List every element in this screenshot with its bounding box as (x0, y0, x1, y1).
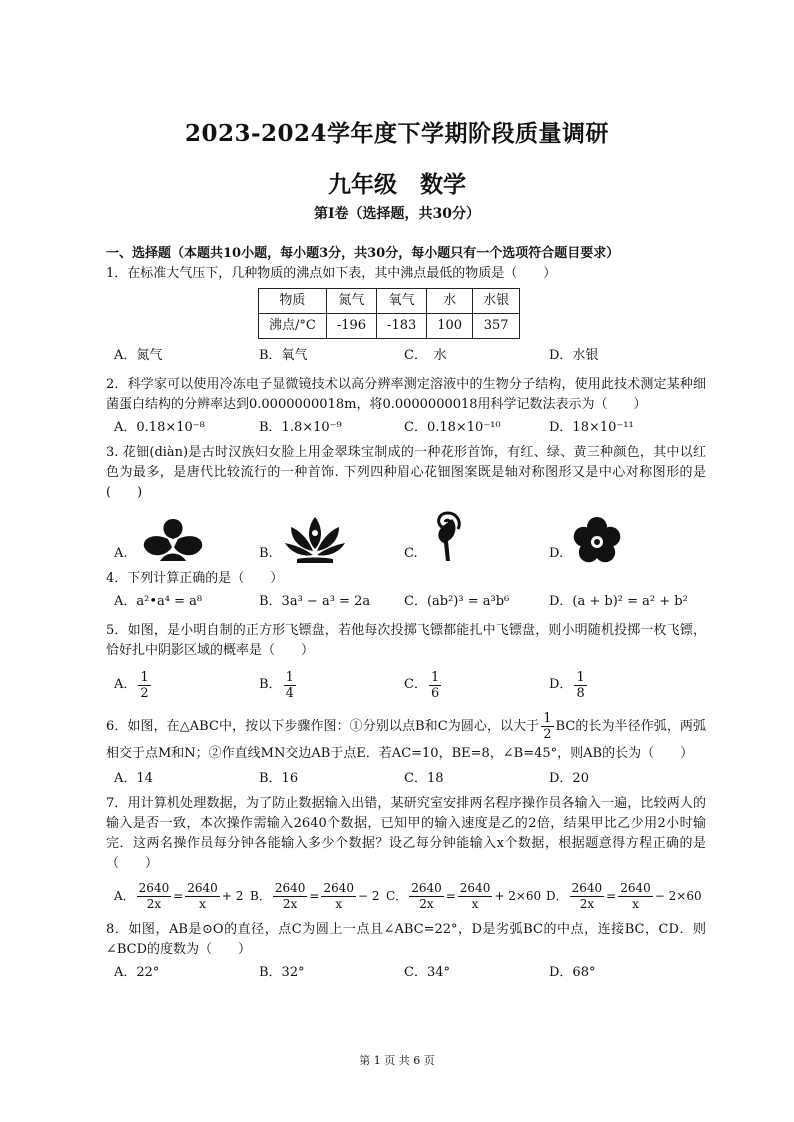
option-b: B．3a³ − a³ = 2a (259, 594, 371, 609)
option-a (114, 505, 259, 565)
table-cell: -183 (377, 314, 427, 339)
fraction (185, 881, 220, 912)
option-a: A． $\frac{2640}{2x}$ = $\frac{2640}{x}$ + 2 (114, 876, 250, 916)
option-d: D． $\frac{2640}{2x}$ = $\frac{2640}{x}$ − 2×60 (546, 876, 706, 916)
question-5-options (114, 665, 706, 705)
option-d: D．18×10⁻¹¹ (549, 420, 634, 435)
plum-flower-pattern-icon (573, 517, 621, 565)
option-label: D． (549, 677, 573, 692)
table-cell: 物质 (259, 289, 327, 314)
question-1-stem: 1．在标准大气压下，几种物质的沸点如下表，其中沸点最低的物质是（ ） (106, 266, 557, 281)
option-b (259, 505, 404, 565)
table-cell: 氮气 (326, 289, 376, 314)
fraction (409, 881, 444, 912)
question-5 (106, 621, 706, 705)
option-label: D． (546, 889, 568, 903)
option-b-label: B. (259, 546, 273, 561)
numerator: 2640 (323, 880, 354, 895)
cloud-pattern-icon (138, 517, 208, 565)
question-7-stem: 7．用计算机处理数据，为了防止数据输入出错，某研究室安排两名程序操作员各输入一遍，比较两人的输入是否一致，本次操作需输入2640个数据，已知甲的输入速度是乙的2倍，结果甲比乙少用2小时输完．这两名操作员每分钟各能输入多少个数据？设乙每分钟能输入x个数据，根据题意得方程正确的是（ ） (106, 796, 706, 871)
table-row (259, 289, 520, 314)
option-d: D．68° (549, 965, 596, 980)
option-d: D．水银 (549, 348, 599, 363)
question-1 (106, 264, 706, 367)
fraction (321, 881, 356, 912)
table-cell: 水银 (473, 289, 520, 314)
denominator: 2x (146, 896, 162, 911)
question-5-stem: 5．如图，是小明自制的正方形飞镖盘，若他每次投掷飞镖都能扎中飞镖盘，则小明随机投掷一枚飞镖，恰好扎中阴影区域的概率是（ ） (106, 623, 706, 658)
denominator: 8 (576, 685, 585, 701)
equation-tail: − 2×60 (654, 889, 702, 903)
option-d: D．20 (549, 771, 589, 786)
question-list (106, 242, 706, 988)
equation-tail: + 2 (221, 889, 244, 903)
question-2-stem: 2．科学家可以使用冷冻电子显微镜技术以高分辨率测定溶液中的生物分子结构，使用此技术测定某种细菌蛋白结构的分辨率达到0.0000000018m，将0.0000000018用科学记数法表示为（ ） (106, 377, 706, 412)
numerator: 1 (576, 669, 585, 685)
question-1-options (114, 345, 706, 367)
option-label: B． (250, 889, 271, 903)
table-cell: 氧气 (377, 289, 427, 314)
numerator: 1 (285, 669, 294, 685)
option-c-label: C. (404, 546, 418, 561)
option-b: B．32° (259, 965, 305, 980)
numerator: 2640 (411, 880, 442, 895)
table-row (259, 314, 520, 339)
denominator: 2x (419, 896, 434, 911)
option-label: C． (404, 677, 427, 692)
numerator: 2640 (138, 880, 170, 895)
denominator: x (471, 896, 479, 911)
denominator: x (199, 896, 206, 911)
question-8-stem: 8．如图，AB是⊙O的直径，点C为圆上一点且∠ABC=22°，D是劣弧BC的中点，连接BC，CD．则∠BCD的度数为（ ） (106, 922, 706, 957)
fraction (429, 670, 441, 701)
question-7 (106, 794, 706, 916)
denominator: 2 (543, 727, 552, 742)
question-3-options (114, 505, 706, 565)
question-4-stem: 4．下列计算正确的是（ ） (106, 571, 284, 586)
question-3-stem: 3. 花钿(diàn)是古时汉族妇女脸上用金翠珠宝制成的一种花形首饰，有红、绿、黄三种颜色，其中以红色为最多，是唐代比较流行的一种首饰. 下列四种眉心花钿图案既是轴对称图形又是中心对称图形的是( ) (106, 445, 706, 500)
table-cell: 沸点/°C (259, 314, 327, 339)
question-6-stem-part-a: 6．如图，在△ABC中，按以下步骤作图：①分别以点B和C为圆心，以大于 (106, 719, 540, 734)
option-b: B．16 (259, 771, 299, 786)
option-d-label: D. (549, 546, 564, 561)
denominator: 2x (282, 896, 298, 911)
option-a: A．0.18×10⁻⁸ (114, 420, 205, 435)
option-d (549, 505, 694, 565)
option-c (404, 665, 549, 705)
question-8-options (114, 962, 706, 984)
denominator: x (335, 896, 343, 911)
option-a: A．a²•a⁴ = a⁸ (114, 594, 203, 609)
numerator: 2640 (620, 880, 651, 895)
numerator: 2640 (459, 880, 491, 895)
option-a (114, 665, 259, 705)
question-2-options (114, 417, 706, 439)
table-cell: 水 (427, 289, 473, 314)
option-c (404, 505, 549, 565)
option-a: A．14 (114, 771, 153, 786)
option-c: C． $\frac{2640}{2x}$ = $\frac{2640}{x}$ + 2×60 (386, 876, 546, 916)
fraction (618, 881, 653, 912)
question-8 (106, 920, 706, 984)
numerator: 2640 (571, 880, 603, 895)
option-a: A．氮气 (114, 348, 163, 363)
fraction (458, 881, 493, 912)
option-a: A．22° (114, 965, 160, 980)
question-6-stem (106, 711, 706, 766)
boiling-point-table (258, 288, 520, 339)
fraction (570, 881, 605, 912)
numerator: 1 (140, 669, 149, 685)
option-c: C． 水 (404, 348, 447, 363)
option-b: B．氧气 (259, 348, 308, 363)
option-b (259, 665, 404, 705)
fraction (574, 670, 586, 701)
option-label: A． (114, 889, 135, 903)
exam-title: 2023-2024学年度下学期阶段质量调研 (184, 120, 610, 147)
option-label: B． (259, 677, 282, 692)
equation-tail: − 2 (357, 889, 380, 903)
denominator: x (632, 896, 639, 911)
exam-subtitle: 九年级 数学 (328, 171, 466, 198)
fraction (273, 881, 308, 912)
numerator: 2640 (274, 880, 306, 895)
lotus-pattern-icon (283, 513, 347, 565)
denominator: 2 (140, 685, 149, 701)
fraction (138, 670, 150, 701)
denominator: 6 (430, 685, 440, 701)
fraction (284, 670, 296, 701)
option-d (549, 665, 694, 705)
equation-tail: + 2×60 (494, 889, 542, 903)
option-label: A． (114, 677, 137, 692)
volume-heading: 第Ⅰ卷（选择题，共30分） (313, 206, 481, 222)
question-7-options (114, 876, 706, 916)
option-c: C．18 (404, 771, 444, 786)
option-c: C．(ab²)³ = a³b⁶ (404, 594, 510, 609)
question-4-options (114, 591, 706, 613)
numerator: 2640 (187, 880, 218, 895)
section-heading: 一、选择题（本题共10小题，每小题3分，共30分，每小题只有一个选项符合题目要求） (106, 246, 620, 261)
numerator: 1 (430, 669, 440, 685)
numerator: 1 (543, 711, 552, 726)
fraction (137, 881, 172, 912)
option-b: B．1.8×10⁻⁹ (259, 420, 342, 435)
question-4 (106, 569, 706, 613)
option-d: D．(a + b)² = a² + b² (549, 594, 688, 609)
table-cell: -196 (326, 314, 376, 339)
option-c: C．0.18×10⁻¹⁰ (404, 420, 501, 435)
question-2 (106, 375, 706, 439)
table-cell: 100 (427, 314, 473, 339)
question-3 (106, 443, 706, 565)
page-number: 第 1 页 共 6 页 (359, 1054, 435, 1067)
option-c: C．34° (404, 965, 450, 980)
table-cell: 357 (473, 314, 520, 339)
fraction (541, 711, 553, 742)
question-6 (106, 711, 706, 790)
question-6-options (114, 768, 706, 790)
option-b: B． $\frac{2640}{2x}$ = $\frac{2640}{x}$ − 2 (250, 876, 386, 916)
denominator: 4 (285, 685, 294, 701)
option-a-label: A. (114, 546, 128, 561)
denominator: 2x (579, 896, 595, 911)
question-6-stem-part-b: BC的长为半径作弧，两弧相交于点M和N；②作直线MN交边AB于点E．若AC=10，BE=8，∠B=45°，则AB的长为（ ） (106, 719, 706, 761)
swirl-pattern-icon (428, 509, 468, 565)
option-label: C． (386, 889, 408, 903)
